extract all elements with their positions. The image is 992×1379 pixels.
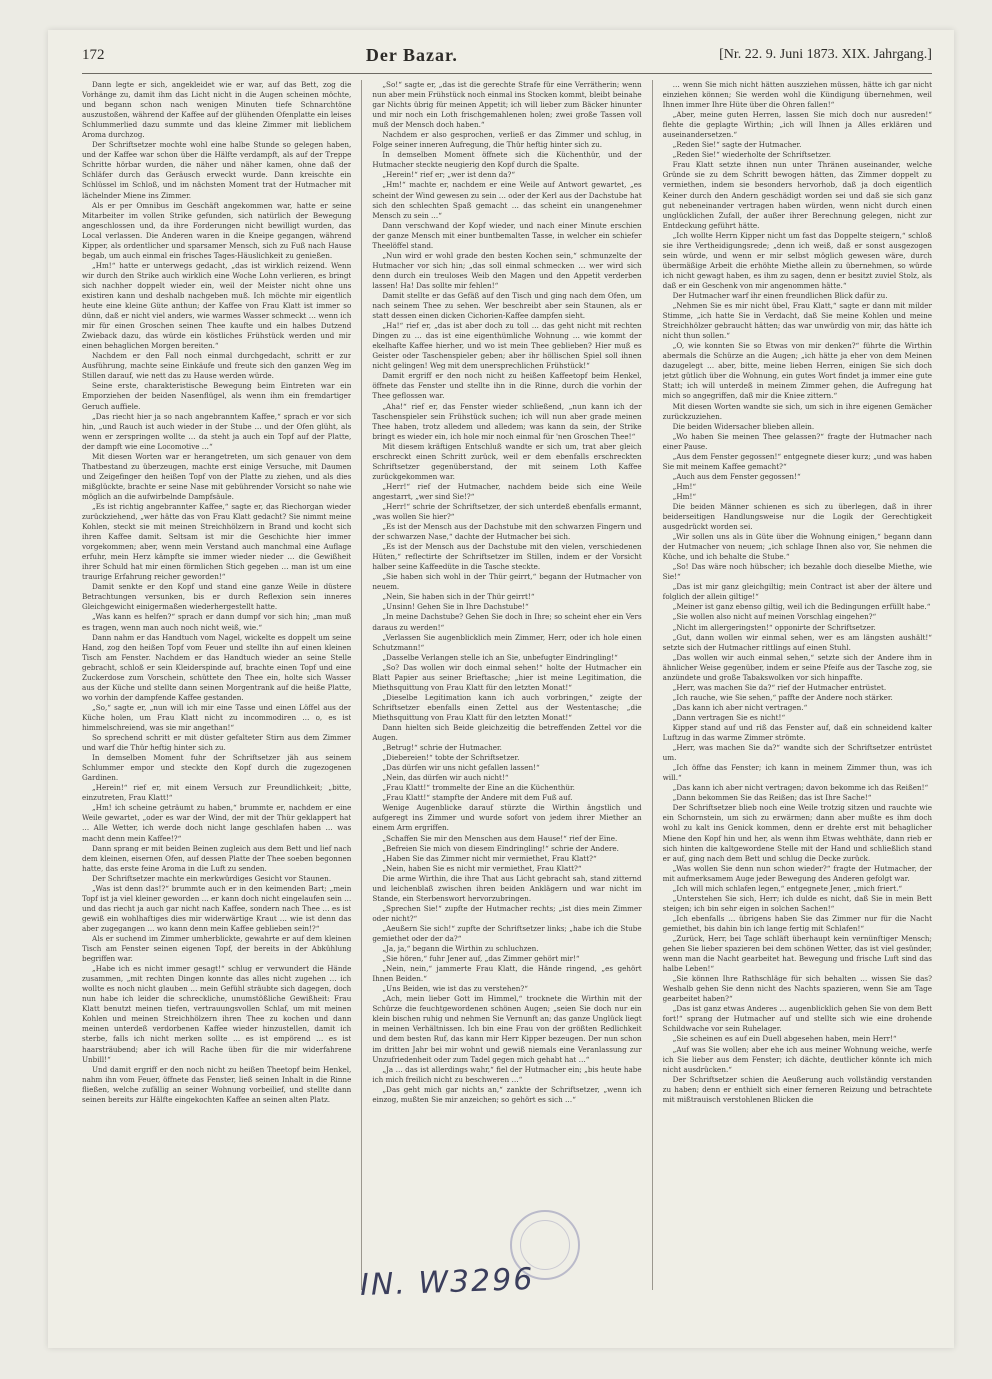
paragraph: „Das dürfen wir uns nicht gefallen lassen!“ bbox=[382, 763, 540, 773]
paragraph: Damit ergriff er den noch nicht zu heißen Kaffeetopf beim Henkel, öffnete das Fenster und stellte ihn in die Rinne, durch die vorhin der Thee geflossen war. bbox=[372, 371, 642, 401]
paragraph: Der Schriftsetzer schien die Aeußerung auch vollständig verstanden zu haben; denn er enthielt sich einer ferneren Reizung und betrachtete mit mißtrauisch verstohlenen Blicken die bbox=[662, 1074, 932, 1104]
paragraph: „So,“ sagte er, „nun will ich mir eine Tasse und einen Löffel aus der Küche holen, um Frau Klatt nicht zu incommodiren … o, es ist himmelschreiend, was sie mir angethan!“ bbox=[82, 702, 352, 732]
newspaper-page bbox=[48, 30, 954, 1348]
paragraph: Kipper stand auf und riß das Fenster auf, daß ein schneidend kalter Luftzug in das warme Zimmer strömte. bbox=[662, 723, 932, 743]
paragraph: „Reden Sie!“ sagte der Hutmacher. bbox=[672, 140, 802, 150]
paragraph: „Das riecht hier ja so nach angebranntem Kaffee,“ sprach er vor sich hin, „und Rauch ist auch wieder in der Stube … und der Ofen glüht, als wenn er zerspringen wollte … da steht ja auch ein Topf auf der Platte, der dampft wie eine Locomotive …“ bbox=[82, 411, 352, 451]
paragraph: Dann sprang er mit beiden Beinen zugleich aus dem Bett und lief nach dem kleinen, eisernen Ofen, auf dessen Platte der Thee soeben begonnen hatte, das erste feine Aroma in die Luft zu senden. bbox=[82, 843, 352, 873]
paragraph: „Ha!“ rief er, „das ist aber doch zu toll … das geht nicht mit rechten Dingen zu … das ist eine eigenthümliche Wohnung … wie kommt der ekelhafte Kaffee hierher, und wo ist mein Thee geblieben? Hier muß es Geister oder Taschenspieler geben; aber ihr höllischen Spiel soll ihnen nicht gelingen! Weg mit dem unersprechlichen Frühstück!“ bbox=[372, 321, 642, 371]
paragraph: „Nun wird er wohl grade den besten Kochen sein,“ schmunzelte der Hutmacher vor sich hin; „das soll einmal schmecken … wer wird sich denn durch ein treuloses Weib den Magen und den Appetit verderben lassen! Ha! Das sollte mir fehlen!“ bbox=[372, 250, 642, 290]
paragraph: Seine erste, charakteristische Bewegung beim Eintreten war ein Emporziehen der beiden Nasenflügel, als wenn ihm ein fremdartiger Geruch auffiele. bbox=[82, 381, 352, 411]
paragraph: Damit senkte er den Kopf und stand eine ganze Weile in düstere Betrachtungen versunken, bis er durch Reflexion sein inneres Gleichgewicht einigermaßen wiederhergestellt hatte. bbox=[82, 582, 352, 612]
masthead: Der Bazar. bbox=[365, 44, 458, 65]
paragraph: „Herr, was machen Sie da?“ wandte sich der Schriftsetzer entrüstet um. bbox=[662, 743, 932, 763]
paragraph: Nachdem er den Fall noch einmal durchgedacht, schritt er zur Ausführung, machte seine Einkäufe und freute sich den ganzen Weg im Stillen darauf, wie nett das zu Hause werden würde. bbox=[82, 351, 352, 381]
paragraph: „Dann vertragen Sie es nicht!“ bbox=[672, 712, 786, 722]
header-rule bbox=[82, 73, 932, 74]
paragraph: „Befreien Sie mich von diesem Eindringling!“ schrie der Andere. bbox=[382, 843, 619, 853]
paragraph: „Aeußern Sie sich!“ zupfte der Schriftsetzer links; „habe ich die Stube gemiethet oder der da?“ bbox=[372, 923, 642, 943]
paragraph: „Verlassen Sie augenblicklich mein Zimmer, Herr, oder ich hole einen Schutzmann!“ bbox=[372, 632, 642, 652]
paragraph: Als er per Omnibus im Geschäft angekommen war, hatte er seine Mitarbeiter im vollen Strike gefunden, sich natürlich der Bewegung angeschlossen und, da ihre Forderungen nicht bewilligt wurden, das Local verlassen. Die Anderen waren in die Kneipe gegangen, während Kipper, als ordentlicher und sparsamer Mensch, sich zu Fuß nach Hause begab, um auch einmal ein frisches Tages-Häuslichkeit zu genießen. bbox=[82, 200, 352, 260]
text-columns bbox=[82, 80, 932, 1290]
paragraph: In demselben Moment fuhr der Schriftsetzer jäh aus seinem Schlummer empor und steckte den Kopf durch die zugezogenen Gardinen. bbox=[82, 753, 352, 783]
paragraph: Wenige Augenblicke darauf stürzte die Wirthin ängstlich und aufgeregt ins Zimmer und wurde sofort von jedem ihrer Miether an einem Arm ergriffen. bbox=[372, 803, 642, 833]
column-separator bbox=[652, 80, 653, 1290]
paragraph: Dann hielten sich Beide gleichzeitig die betreffenden Zettel vor die Augen. bbox=[372, 723, 642, 743]
paragraph: Dann nahm er das Handtuch vom Nagel, wickelte es doppelt um seine Hand, zog den heißen Topf vom Feuer und stellte ihn auf einen kleinen Tisch am Fenster. Nachdem er das Handtuch wieder an seine Stelle gebracht, schloß er sein Kleiderspinde auf, brachte einen Topf und eine Zuckerdose zum Vorschein, schüttete den Thee ein, holte sich Wasser aus der Küche und stellte dann seinen Morgentrank auf die heiße Platte, wo vorhin der dampfende Kaffee gestanden. bbox=[82, 632, 352, 702]
paragraph: „Herein!“ rief er, mit einem Versuch zur Freundlichkeit; „bitte, einzutreten, Frau Klatt!“ bbox=[82, 783, 352, 803]
paragraph: „Ja … das ist allerdings wahr,“ fiel der Hutmacher ein; „bis heute habe ich mich freilich nicht zu beschweren …“ bbox=[372, 1064, 642, 1084]
paragraph: „Ach, mein lieber Gott im Himmel,“ trocknete die Wirthin mit der Schürze die feuchtgewordenen schönen Augen; „seien Sie doch nur ein klein bischen ruhig und nehmen Sie Vernunft an; das ganze Unglück liegt in meinen Verhältnissen. Ich bin eine Frau von der größten Redlichkeit und dem besten Ruf, das kann mir Herr Kipper bezeugen. Der nun schon im dritten Jahr bei mir wohnt und gewiß niemals eine Veranlassung zur Unzufriedenheit oder zum Tadel gegen mich gehabt hat …“ bbox=[372, 994, 642, 1064]
page-number: 172 bbox=[82, 46, 105, 63]
paragraph: „Ich rauche, wie Sie sehen,“ paffte der Andere noch stärker. bbox=[672, 692, 893, 702]
paragraph: „Nein, haben Sie es nicht mir vermiethet, Frau Klatt?“ bbox=[382, 863, 582, 873]
paragraph: „Hm!“ bbox=[672, 491, 697, 501]
paragraph: Dann legte er sich, angekleidet wie er war, auf das Bett, zog die Vorhänge zu, damit ihm das Licht nicht in die Augen scheinen möchte, und begann schon nach wenigen Minuten tiefe Schnarchtöne auszustoßen, während der Kaffee auf der glühenden Ofenplatte ein leises Schlummerlied dazu summte und das kleine Zimmer mit lieblichem Aroma durchzog. bbox=[82, 80, 352, 140]
paragraph: Der Schriftsetzer blieb noch eine Weile trotzig sitzen und rauchte wie ein Schornstein, um sich zu erwärmen; dann aber mußte es ihm doch wohl zu kalt ins Genick kommen, denn er drehte erst mit behaglicher Miene den Kopf hin und her, als wenn ihm Etwas wehthäte, dann rieb er sich hinten die kaltgewordene Stelle mit der Hand und schließlich stand er auf, ging nach dem Bett und schlug die Decke zurück. bbox=[662, 803, 932, 863]
paragraph: Mit diesen Worten war er herangetreten, um sich genauer von dem Thatbestand zu überzeugen, machte erst einige Versuche, mit Daumen und Zeigefinger den heißen Topf von der Platte zu ziehen, und als dies mißglückte, brachte er seine Nase mit gebührender Vorsicht so nahe wie möglich an die aufwirbelnde Dampfsäule. bbox=[82, 451, 352, 501]
paragraph: „Sprechen Sie!“ zupfte der Hutmacher rechts; „ist dies mein Zimmer oder nicht?“ bbox=[372, 903, 642, 923]
paragraph: „Unterstehen Sie sich, Herr; ich dulde es nicht, daß Sie in mein Bett steigen; ich bin sehr eigen in solchen Sachen!“ bbox=[662, 893, 932, 913]
paragraph: „O, wie konnten Sie so Etwas von mir denken?“ führte die Wirthin abermals die Schürze an die Augen; „ich hätte ja eher von dem Meinen dazugelegt … aber, bitte, meine lieben Herren, einigen Sie sich doch jetzt gütlich über die Wohnung, ein gutes Wort findet ja immer eine gute Statt; ich will unterdeß in meinem Zimmer gehen, die Aufregung hat mich so angegriffen, daß mir die Kniee zittern.“ bbox=[662, 341, 932, 401]
column-3 bbox=[663, 80, 932, 1290]
paragraph: In demselben Moment öffnete sich die Küchenthür, und der Hutmacher steckte neugierig den Kopf durch die Spalte. bbox=[372, 150, 642, 170]
paragraph: Der Hutmacher warf ihr einen freundlichen Blick dafür zu. bbox=[672, 290, 888, 300]
paragraph: „Das ist ganz etwas Anderes … augenblicklich gehen Sie von dem Bett fort!“ sprang der Hutmacher auf und stellte sich wie eine drohende Schildwache vor sein Ruhelager. bbox=[662, 1004, 932, 1034]
inventory-stamp: IN. W3296 bbox=[359, 1261, 535, 1304]
paragraph: „Frau Klatt!“ stampfte der Andere mit dem Fuß auf. bbox=[382, 793, 573, 803]
paragraph: Und damit ergriff er den noch nicht zu heißen Theetopf beim Henkel, nahm ihn vom Feuer, öffnete das Fenster, ließ seinen Inhalt in die Rinne fließen, welche zufällig an seiner Wohnung vorbeilief, und stellte dann seinen bereits zur Hälfte eingekochten Kaffee an seinen alten Platz. bbox=[82, 1064, 352, 1104]
paragraph: „Sie können Ihre Rathschläge für sich behalten … wissen Sie das? Weshalb gehen Sie denn nicht des Nachts spazieren, wenn Sie am Tage gearbeitet haben?“ bbox=[662, 974, 932, 1004]
paragraph: „Das kann ich aber nicht vertragen.“ bbox=[672, 702, 808, 712]
paragraph: „So!“ sagte er, „das ist die gerechte Strafe für eine Verrätherin; wenn nun aber mein Frühstück noch einmal ins Stocken kommt, bleibt beinahe gar Nichts übrig für meinen Appetit; ich will lieber zum Bäcker hinunter und mir noch ein Loth frischgemahlenen holen; zwei große Tassen voll muß der Mensch doch haben.“ bbox=[372, 80, 642, 130]
paragraph: „So! Das wäre noch hübscher; ich bezahle doch dieselbe Miethe, wie Sie!“ bbox=[662, 562, 932, 582]
paragraph: „Nehmen Sie es mir nicht übel, Frau Klatt,“ sagte er dann mit milder Stimme, „ich hatte Sie in Verdacht, daß Sie meine Kohlen und meine Streichhölzer gebraucht hätten; das war unwürdig von mir, das hätte ich nicht thun sollen.“ bbox=[662, 301, 932, 341]
paragraph: „Wo haben Sie meinen Thee gelassen?“ fragte der Hutmacher nach einer Pause. bbox=[662, 431, 932, 451]
paragraph: „Was wollen Sie denn nun schon wieder?“ fragte der Hutmacher, der mit aufmerksamem Auge jeder Bewegung des Anderen gefolgt war. bbox=[662, 863, 932, 883]
paragraph: „Das kann ich aber nicht vertragen; davon bekomme ich das Reißen!“ bbox=[672, 783, 929, 793]
paragraph: … wenn Sie mich nicht hätten auszziehen müssen, hätte ich gar nicht einziehen können; Sie werden wohl die Kündigung übernehmen, weil Ihnen immer Ihre Hüte über die Ohren fallen!“ bbox=[662, 80, 932, 110]
paragraph: „Habe ich es nicht immer gesagt!“ schlug er verwundert die Hände zusammen, „mit rechten Dingen konnte das alles nicht zugehen … ich wollte es noch nicht glauben … mein Gefühl sträubte sich dagegen, doch nun habe ich leider die schreckliche, unumstößliche Gewißheit: Frau Klatt benutzt meinen tiefen, vertrauungsvollen Schlaf, um mit meinen Kohlen und meinen Streichhölzern ihren Thee zu kochen und dann meinen unterdeß verdorbenen Kaffee wieder hinzustellen, damit ich sterbe, falls ich nicht merken sollte … es ist empörend … es ist haarsträubend; aber ich will Rache üben für die mir widerfahrene Unbill!“ bbox=[82, 964, 352, 1064]
paragraph: „Hm! ich scheine geträumt zu haben,“ brummte er, nachdem er eine Weile gewartet, „oder es war der Wind, der mit der Thür geklappert hat … Alle Wetter, ich werde doch nicht lange geschlafen haben … was macht denn mein Kaffee!?“ bbox=[82, 803, 352, 843]
paragraph: „Frau Klatt!“ trommelte der Eine an die Küchenthür. bbox=[382, 783, 575, 793]
paragraph: „Hm!“ hatte er unterwegs gedacht, „das ist wirklich reizend. Wenn wir durch den Strike auch wirklich eine Woche Lohn verlieren, es bringt sich nachher doppelt wieder ein, weil der Meister nicht ohne uns existiren kann und deshalb nachgeben muß. Ich möchte mir eigentlich heute eine kleine Güte anthun; der Kaffee von Frau Klatt ist immer so dünn, daß er nicht viel anders, wie warmes Wasser schmeckt … wenn ich mir für einen Groschen seinen Thee kaufte und ein halbes Dutzend Zwieback dazu, das würde ein köstliches Frühstück werden und mir einen behaglichen Morgen bereiten.“ bbox=[82, 260, 352, 351]
paragraph: „Nicht im allergeringsten!“ opponirte der Schriftsetzer. bbox=[672, 622, 876, 632]
column-2 bbox=[372, 80, 641, 1290]
paragraph: „Zurück, Herr, bei Tage schläft überhaupt kein vernünftiger Mensch; gehen Sie lieber spazieren bei dem schönen Wetter, das ist viel gesünder, wenn man die Nacht gearbeitet hat. Bewegung und frische Luft sind das halbe Leben!“ bbox=[662, 933, 932, 974]
paragraph: „Haben Sie das Zimmer nicht mir vermiethet, Frau Klatt?“ bbox=[382, 853, 597, 863]
paragraph: „Das geht mich gar nichts an,“ zankte der Schriftsetzer, „wenn ich einzog, mußten Sie mir anzeichen; so gehört es sich …“ bbox=[372, 1084, 642, 1104]
paragraph: „Nein, Sie haben sich in der Thür geirrt!“ bbox=[382, 592, 535, 602]
paragraph: „Ich will mich schlafen legen,“ entgegnete Jener, „mich friert.“ bbox=[672, 883, 903, 893]
paragraph: „Reden Sie!“ wiederholte der Schriftsetzer. bbox=[672, 150, 832, 160]
paragraph: „Betrug!“ schrie der Hutmacher. bbox=[382, 743, 502, 753]
paragraph: „Ich öffne das Fenster; ich kann in meinem Zimmer thun, was ich will.“ bbox=[662, 763, 932, 783]
paragraph: Nachdem er also gesprochen, verließ er das Zimmer und schlug, in Folge seiner inneren Aufregung, die Thür heftig hinter sich zu. bbox=[372, 130, 642, 150]
paragraph: „Es ist richtig angebrannter Kaffee,“ sagte er, das Riechorgan wieder zurückziehend, „wer hätte das von Frau Klatt gedacht? Sie nimmt meine Kohlen, steckt sie mit meinen Streichhölzern in Brand und kocht sich ihren Kaffee damit. Seltsam ist mir die Geschichte hier immer vorgekommen; aber, wenn mein Verstand auch manchmal eine Auflage erfuhr, mein Herz kämpfte sie immer wieder nieder … die Gewißheit ihrer Schuld hat mir einen förmlichen Stich gegeben … man ist um eine traurige Erfahrung reicher geworden!“ bbox=[82, 501, 352, 582]
paragraph: „Es ist der Mensch aus der Dachstube mit den vielen, verschiedenen Hüten,“ reflectirte der Schriftsetzer im Stillen, indem er der Vorsicht halber seine Kaffeedüte in die Tasche steckte. bbox=[372, 542, 642, 572]
paragraph: „Meiner ist ganz ebenso giltig, weil ich die Bedingungen erfüllt habe.“ bbox=[672, 602, 931, 612]
paragraph: „Sie haben sich wohl in der Thür geirrt,“ begann der Hutmacher von neuem. bbox=[372, 572, 642, 592]
paragraph: „Das ist mir ganz gleichgiltig; mein Contract ist aber der ältere und folglich der allein giltige!“ bbox=[662, 582, 932, 602]
paragraph: Die beiden Widersacher blieben allein. bbox=[672, 421, 815, 431]
paragraph: Die beiden Männer schienen es sich zu überlegen, daß in ihrer beiderseitigen Handlungsweise nur die Logik der Gerechtigkeit ausgedrückt worden sei. bbox=[662, 501, 932, 532]
paragraph: „Herr!“ rief der Hutmacher, nachdem beide sich eine Weile angestarrt, „wer sind Sie!?“ bbox=[372, 481, 642, 501]
paragraph: Mit diesen Worten wandte sie sich, um sich in ihre eigenen Gemächer zurückzuziehen. bbox=[662, 401, 932, 421]
paragraph: „Uns Beiden, wie ist das zu verstehen?“ bbox=[382, 984, 528, 994]
paragraph: „Ich wollte Herrn Kipper nicht um fast das Doppelte steigern,“ schloß sie ihre Vertheidigungsrede; „denn ich weiß, daß er sonst ausgezogen sein würde, und wenn er mir selbst möglich gewesen wäre, durch übermäßige Arbeit die erhöhte Miethe allein zu übernehmen, so würde ich nicht gewagt haben, es ihm zu sagen, denn er besitzt zuviel Stolz, als daß er ein Geschenk von mir angenommen hätte.“ bbox=[662, 230, 932, 290]
paragraph: „Aus dem Fenster gegossen!“ entgegnete dieser kurz; „und was haben Sie mit meinem Kaffee gemacht?“ bbox=[662, 451, 932, 471]
paragraph: Damit stellte er das Gefäß auf den Tisch und ging nach dem Ofen, um nach seinem Thee zu sehen. Wer beschreibt aber sein Staunen, als er statt dessen einen dicken Cichorien-Kaffee dampfen sieht. bbox=[372, 290, 642, 321]
paragraph: „Sie wollen also nicht auf meinen Vorschlag eingehen?“ bbox=[672, 612, 877, 622]
paragraph: „Das wollen wir auch einmal sehen,“ setzte sich der Andere ihm in ähnlicher Weise gegenüber, indem er seine Pfeife aus der Tasche zog, sie anzündete und große Tabakswolken vor sich hinpaffte. bbox=[662, 652, 932, 682]
paragraph: „Herr!“ schrie der Schriftsetzer, der sich unterdeß ebenfalls ermannt, „was wollen Sie hier?“ bbox=[372, 501, 642, 522]
paragraph: „Aber, meine guten Herren, lassen Sie mich doch nur ausreden!“ flehte die geplagte Wirthin; „ich will Ihnen ja Alles erklären und auseinandersetzen.“ bbox=[662, 110, 932, 140]
paragraph: „Auch aus dem Fenster gegossen!“ bbox=[672, 471, 801, 481]
paragraph: „Ich ebenfalls … übrigens haben Sie das Zimmer nur für die Nacht gemiethet, bis dahin bin ich lange fertig mit Schlafen!“ bbox=[662, 913, 932, 933]
paragraph: „Hm!“ bbox=[672, 481, 697, 491]
paragraph: „Aha!“ rief er, das Fenster wieder schließend, „nun kann ich der Taschenspieler sein Frühstück suchen; ich will nun aber grade meinen Thee haben, trotz alledem und alledem; was kann da sein, der Strike bringt es wieder ein, ich hole mir noch einmal für 'nen Groschen Thee!“ bbox=[372, 401, 642, 441]
paragraph: „Gut, dann wollen wir einmal sehen, wer es am längsten aushält!“ setzte sich der Hutmacher rittlings auf einen Stuhl. bbox=[662, 632, 932, 652]
paragraph: „Was ist denn das!?“ brummte auch er in den keimenden Bart; „mein Topf ist ja viel kleiner geworden … er kann doch nicht eingelaufen sein … und das riecht ja auch gar nicht nach Kaffee, sondern nach Thee … es ist gewiß ein wohlhaftiges dies mir widerwärtige Kraut … wie ist denn das aber zugegangen … wo kann denn mein Kaffee geblieben sein!?“ bbox=[82, 883, 352, 933]
page-header bbox=[82, 42, 932, 68]
paragraph: „Dieselbe Legitimation kann ich auch vorbringen,“ zeigte der Schriftsetzer ebenfalls einen Zettel aus der Westentasche; „die Miethsquittung von Frau Klatt für den letzten Monat!“ bbox=[372, 692, 642, 722]
paragraph: „Herein!“ rief er; „wer ist denn da?“ bbox=[382, 170, 516, 180]
paragraph: „Nein, nein,“ jammerte Frau Klatt, die Hände ringend, „es gehört Ihnen Beiden.“ bbox=[372, 964, 642, 984]
column-1 bbox=[82, 80, 351, 1290]
paragraph: „Was kann es helfen?“ sprach er dann dumpf vor sich hin; „man muß es tragen, wenn man auch noch nicht weiß, wie.“ bbox=[82, 612, 352, 632]
paragraph: „Sie scheinen es auf ein Duell abgesehen haben, mein Herr!“ bbox=[672, 1034, 897, 1044]
paragraph: Der Schriftsetzer machte ein merkwürdiges Gesicht vor Staunen. bbox=[92, 873, 332, 883]
paragraph: „Unsinn! Gehen Sie in Ihre Dachstube!“ bbox=[382, 602, 529, 612]
paragraph: „So? Das wollen wir doch einmal sehen!“ holte der Hutmacher ein Blatt Papier aus seiner Brieftasche; „hier ist meine Legitimation, die Miethsquittung von Frau Klatt für den letzten Monat!“ bbox=[372, 662, 642, 692]
paragraph: „Ja, ja,“ begann die Wirthin zu schluchzen. bbox=[382, 944, 539, 954]
paragraph: „Auf was Sie wollen; aber ehe ich aus meiner Wohnung weiche, werfe ich Sie lieber aus dem Fenster; ich dächte, deutlicher könnte ich mich nicht ausdrücken.“ bbox=[662, 1044, 932, 1074]
paragraph: „Wir sollen uns als in Güte über die Wohnung einigen,“ begann dann der Hutmacher von neuem; „ich schlage Ihnen also vor, Sie nehmen die Küche, und ich behalte die Stube.“ bbox=[662, 532, 932, 562]
paragraph: Dann verschwand der Kopf wieder, und nach einer Minute erschien der ganze Mensch mit einer buntbemalten Tasse, in welcher ein schiefer Theelöffel stand. bbox=[372, 220, 642, 250]
paragraph: „Dasselbe Verlangen stelle ich an Sie, unbefugter Eindringling!“ bbox=[382, 652, 618, 662]
paragraph: Mit diesem kräftigen Entschluß wandte er sich um, trat aber gleich erschreckt einen Schritt zurück, weil er dem ebenfalls erschreckten Schriftsetzer gegenüberstand, der mit seinem Loth Kaffee zurückgekommen war. bbox=[372, 441, 642, 481]
paragraph: „Sie hören,“ fuhr Jener auf, „das Zimmer gehört mir!“ bbox=[382, 954, 580, 964]
paragraph: So sprechend schritt er mit düster gefalteter Stirn aus dem Zimmer und warf die Thür heftig hinter sich zu. bbox=[82, 733, 352, 753]
column-separator bbox=[361, 80, 362, 1290]
paragraph: „Dann bekommen Sie das Reißen; das ist Ihre Sache!“ bbox=[672, 793, 872, 803]
paragraph: „In meine Dachstube? Gehen Sie doch in Ihre; so scheint eher ein Vers daraus zu werden!“ bbox=[372, 612, 642, 632]
paragraph: Die arme Wirthin, die ihre That aus Licht gebracht sah, stand zitternd und leichenblaß zwischen ihren beiden Anklägern und war nicht im Stande, ein Sterbenswort hervorzubringen. bbox=[372, 873, 642, 903]
paragraph: Als er suchend im Zimmer umherblickte, gewahrte er auf dem kleinen Tisch am Fenster seinen eigenen Topf, der bereits in der Abkühlung begriffen war. bbox=[82, 933, 352, 964]
paragraph: „Herr, was machen Sie da?“ rief der Hutmacher entrüstet. bbox=[672, 682, 887, 692]
issue-info: [Nr. 22. 9. Juni 1873. XIX. Jahrgang.] bbox=[719, 47, 932, 62]
paragraph: „Schaffen Sie mir den Menschen aus dem Hause!“ rief der Eine. bbox=[382, 833, 618, 843]
paragraph: „Diebereien!“ tobte der Schriftsetzer. bbox=[382, 753, 520, 763]
paragraph: „Nein, das dürfen wir auch nicht!“ bbox=[382, 773, 509, 783]
paragraph: „Hm!“ machte er, nachdem er eine Weile auf Antwort gewartet, „es scheint der Wind gewesen zu sein … oder der Kerl aus der Dachstube hat sich den schlechten Spaß gemacht … das scheint ein unangenehmer Mensch zu sein …“ bbox=[372, 180, 642, 220]
paragraph: „Es ist der Mensch aus der Dachstube mit den schwarzen Fingern und der schwarzen Nase,“ dachte der Hutmacher bei sich. bbox=[372, 522, 642, 542]
paragraph: Frau Klatt setzte ihnen nun unter Thränen auseinander, welche Gründe sie zu dem Schritt bewogen hätten, das Zimmer doppelt zu vermiethen, indem sie besonders hervorhob, daß ja doch eigentlich Keiner durch den Andern geschädigt worden sei und daß sie sich ganz gut nebeneinander vertragen haben würden, wenn nicht durch einen unglücklichen Zufall, der außer ihrer Berechnung gelegen, nicht zur Entdeckung geführt hätte. bbox=[662, 160, 932, 230]
paragraph: Der Schriftsetzer mochte wohl eine halbe Stunde so gelegen haben, und der Kaffee war schon über die Hälfte verdampft, als auf der Treppe Schritte hörbar wurden, die näher und näher kamen, ohne daß der Schläfer durch das Geräusch erweckt wurde. Dann kreischte ein Schlüssel im Schloß, und im nächsten Moment trat der Hutmacher mit lächelnder Miene ins Zimmer. bbox=[82, 140, 352, 200]
